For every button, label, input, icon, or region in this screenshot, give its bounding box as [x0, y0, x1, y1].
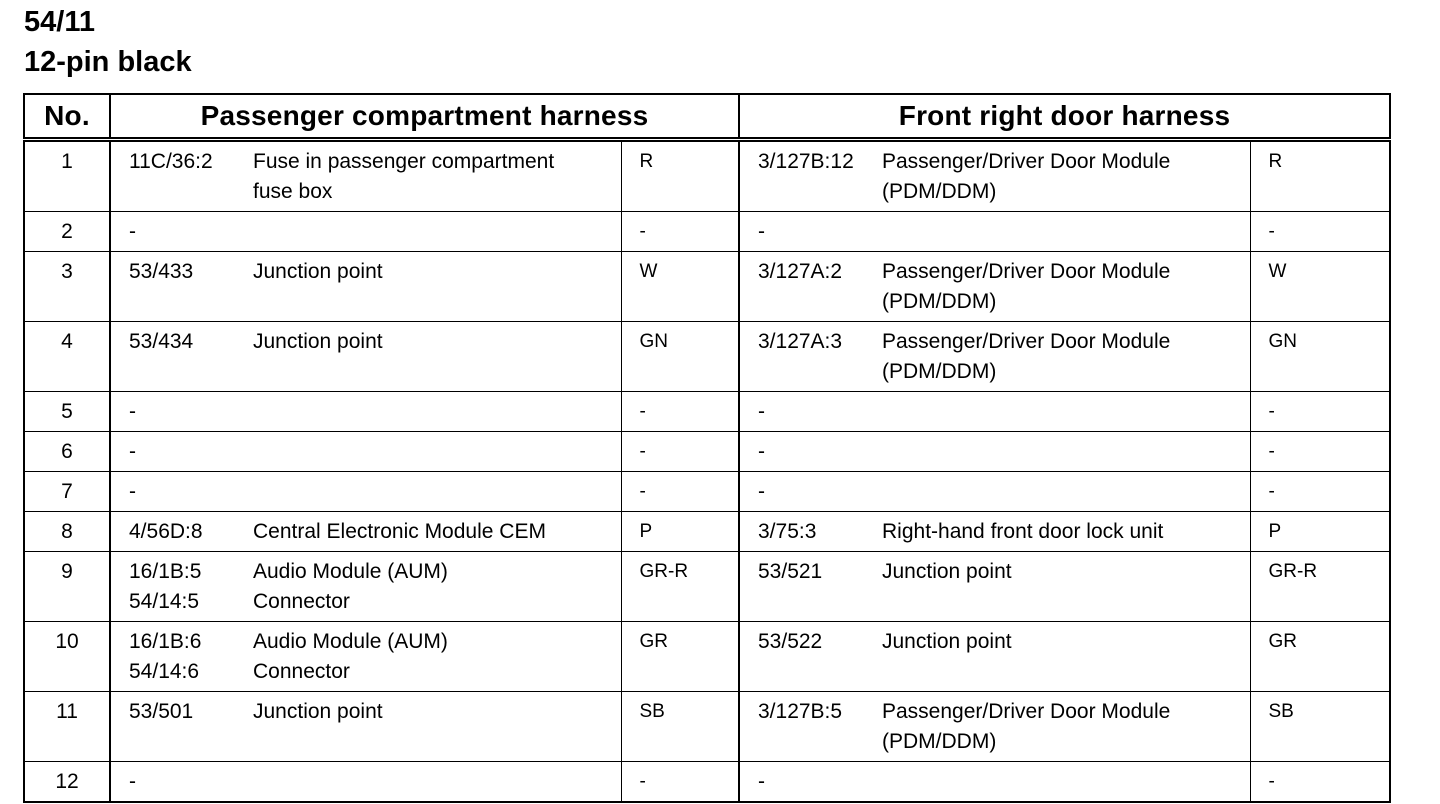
front-door-wire-color: - [1250, 432, 1390, 472]
front-door-ref: - [739, 212, 880, 252]
passenger-description: Central Electronic Module CEM [251, 512, 621, 552]
passenger-description: Audio Module (AUM) Connector [251, 622, 621, 692]
passenger-wire-color: R [621, 140, 739, 212]
passenger-ref: - [110, 212, 251, 252]
table-row [24, 622, 1390, 692]
front-door-ref: 3/75:3 [739, 512, 880, 552]
passenger-wire-color: SB [621, 692, 739, 762]
front-door-description: Junction point [880, 622, 1250, 692]
front-door-wire-color: SB [1250, 692, 1390, 762]
front-door-wire-color: GN [1250, 322, 1390, 392]
front-door-description [880, 212, 1250, 252]
pin-number: 8 [24, 512, 110, 552]
passenger-ref: - [110, 762, 251, 803]
header-row [24, 94, 1390, 140]
front-door-wire-color: - [1250, 472, 1390, 512]
passenger-description [251, 432, 621, 472]
front-door-wire-color: - [1250, 762, 1390, 803]
passenger-wire-color: GR [621, 622, 739, 692]
pin-number: 12 [24, 762, 110, 803]
front-door-wire-color: GR [1250, 622, 1390, 692]
front-door-ref: - [739, 392, 880, 432]
table-row [24, 140, 1390, 212]
table-row [24, 472, 1390, 512]
passenger-wire-color: - [621, 762, 739, 803]
passenger-ref: 4/56D:8 [110, 512, 251, 552]
passenger-ref: 16/1B:6 54/14:6 [110, 622, 251, 692]
pin-number: 1 [24, 140, 110, 212]
table-row [24, 432, 1390, 472]
pin-number: 4 [24, 322, 110, 392]
front-door-ref: - [739, 762, 880, 803]
passenger-description [251, 212, 621, 252]
front-door-description: Passenger/Driver Door Module (PDM/DDM) [880, 322, 1250, 392]
pin-number: 5 [24, 392, 110, 432]
passenger-description: Junction point [251, 692, 621, 762]
front-door-description [880, 762, 1250, 803]
passenger-description [251, 762, 621, 803]
passenger-wire-color: GR-R [621, 552, 739, 622]
pin-rows [24, 140, 1390, 803]
passenger-ref: - [110, 392, 251, 432]
front-door-ref: - [739, 432, 880, 472]
front-door-wire-color: - [1250, 392, 1390, 432]
connector-description: 12-pin black [24, 46, 192, 78]
front-door-description: Right-hand front door lock unit [880, 512, 1250, 552]
header-passenger-harness: Passenger compartment harness [110, 94, 739, 140]
table-row [24, 212, 1390, 252]
front-door-ref: 3/127B:12 [739, 140, 880, 212]
front-door-wire-color: R [1250, 140, 1390, 212]
header-front-door-harness: Front right door harness [739, 94, 1390, 140]
passenger-description [251, 472, 621, 512]
passenger-ref: 11C/36:2 [110, 140, 251, 212]
front-door-description: Passenger/Driver Door Module (PDM/DDM) [880, 692, 1250, 762]
passenger-wire-color: P [621, 512, 739, 552]
table-row [24, 392, 1390, 432]
passenger-description: Junction point [251, 322, 621, 392]
front-door-wire-color: - [1250, 212, 1390, 252]
pin-number: 9 [24, 552, 110, 622]
pin-number: 7 [24, 472, 110, 512]
table-row [24, 552, 1390, 622]
pin-number: 3 [24, 252, 110, 322]
table-row [24, 252, 1390, 322]
front-door-wire-color: P [1250, 512, 1390, 552]
front-door-description: Junction point [880, 552, 1250, 622]
front-door-description: Passenger/Driver Door Module (PDM/DDM) [880, 140, 1250, 212]
table-row [24, 692, 1390, 762]
passenger-wire-color: GN [621, 322, 739, 392]
front-door-wire-color: W [1250, 252, 1390, 322]
passenger-ref: 16/1B:5 54/14:5 [110, 552, 251, 622]
front-door-ref: - [739, 472, 880, 512]
front-door-description [880, 392, 1250, 432]
front-door-ref: 53/522 [739, 622, 880, 692]
passenger-wire-color: - [621, 392, 739, 432]
front-door-wire-color: GR-R [1250, 552, 1390, 622]
passenger-ref: 53/433 [110, 252, 251, 322]
front-door-ref: 53/521 [739, 552, 880, 622]
front-door-description: Passenger/Driver Door Module (PDM/DDM) [880, 252, 1250, 322]
table-row [24, 762, 1390, 803]
passenger-description: Audio Module (AUM) Connector [251, 552, 621, 622]
passenger-ref: - [110, 432, 251, 472]
pin-number: 2 [24, 212, 110, 252]
passenger-description: Junction point [251, 252, 621, 322]
pin-number: 10 [24, 622, 110, 692]
table-row [24, 512, 1390, 552]
passenger-description: Fuse in passenger compartment fuse box [251, 140, 621, 212]
pin-table [23, 93, 1391, 803]
passenger-ref: 53/434 [110, 322, 251, 392]
front-door-ref: 3/127A:2 [739, 252, 880, 322]
connector-id: 54/11 [24, 6, 95, 38]
front-door-ref: 3/127A:3 [739, 322, 880, 392]
passenger-ref: 53/501 [110, 692, 251, 762]
passenger-wire-color: - [621, 472, 739, 512]
front-door-description [880, 472, 1250, 512]
table-row [24, 322, 1390, 392]
passenger-description [251, 392, 621, 432]
passenger-ref: - [110, 472, 251, 512]
pin-number: 11 [24, 692, 110, 762]
front-door-ref: 3/127B:5 [739, 692, 880, 762]
passenger-wire-color: W [621, 252, 739, 322]
pin-number: 6 [24, 432, 110, 472]
passenger-wire-color: - [621, 212, 739, 252]
passenger-wire-color: - [621, 432, 739, 472]
header-no: No. [24, 94, 110, 140]
front-door-description [880, 432, 1250, 472]
